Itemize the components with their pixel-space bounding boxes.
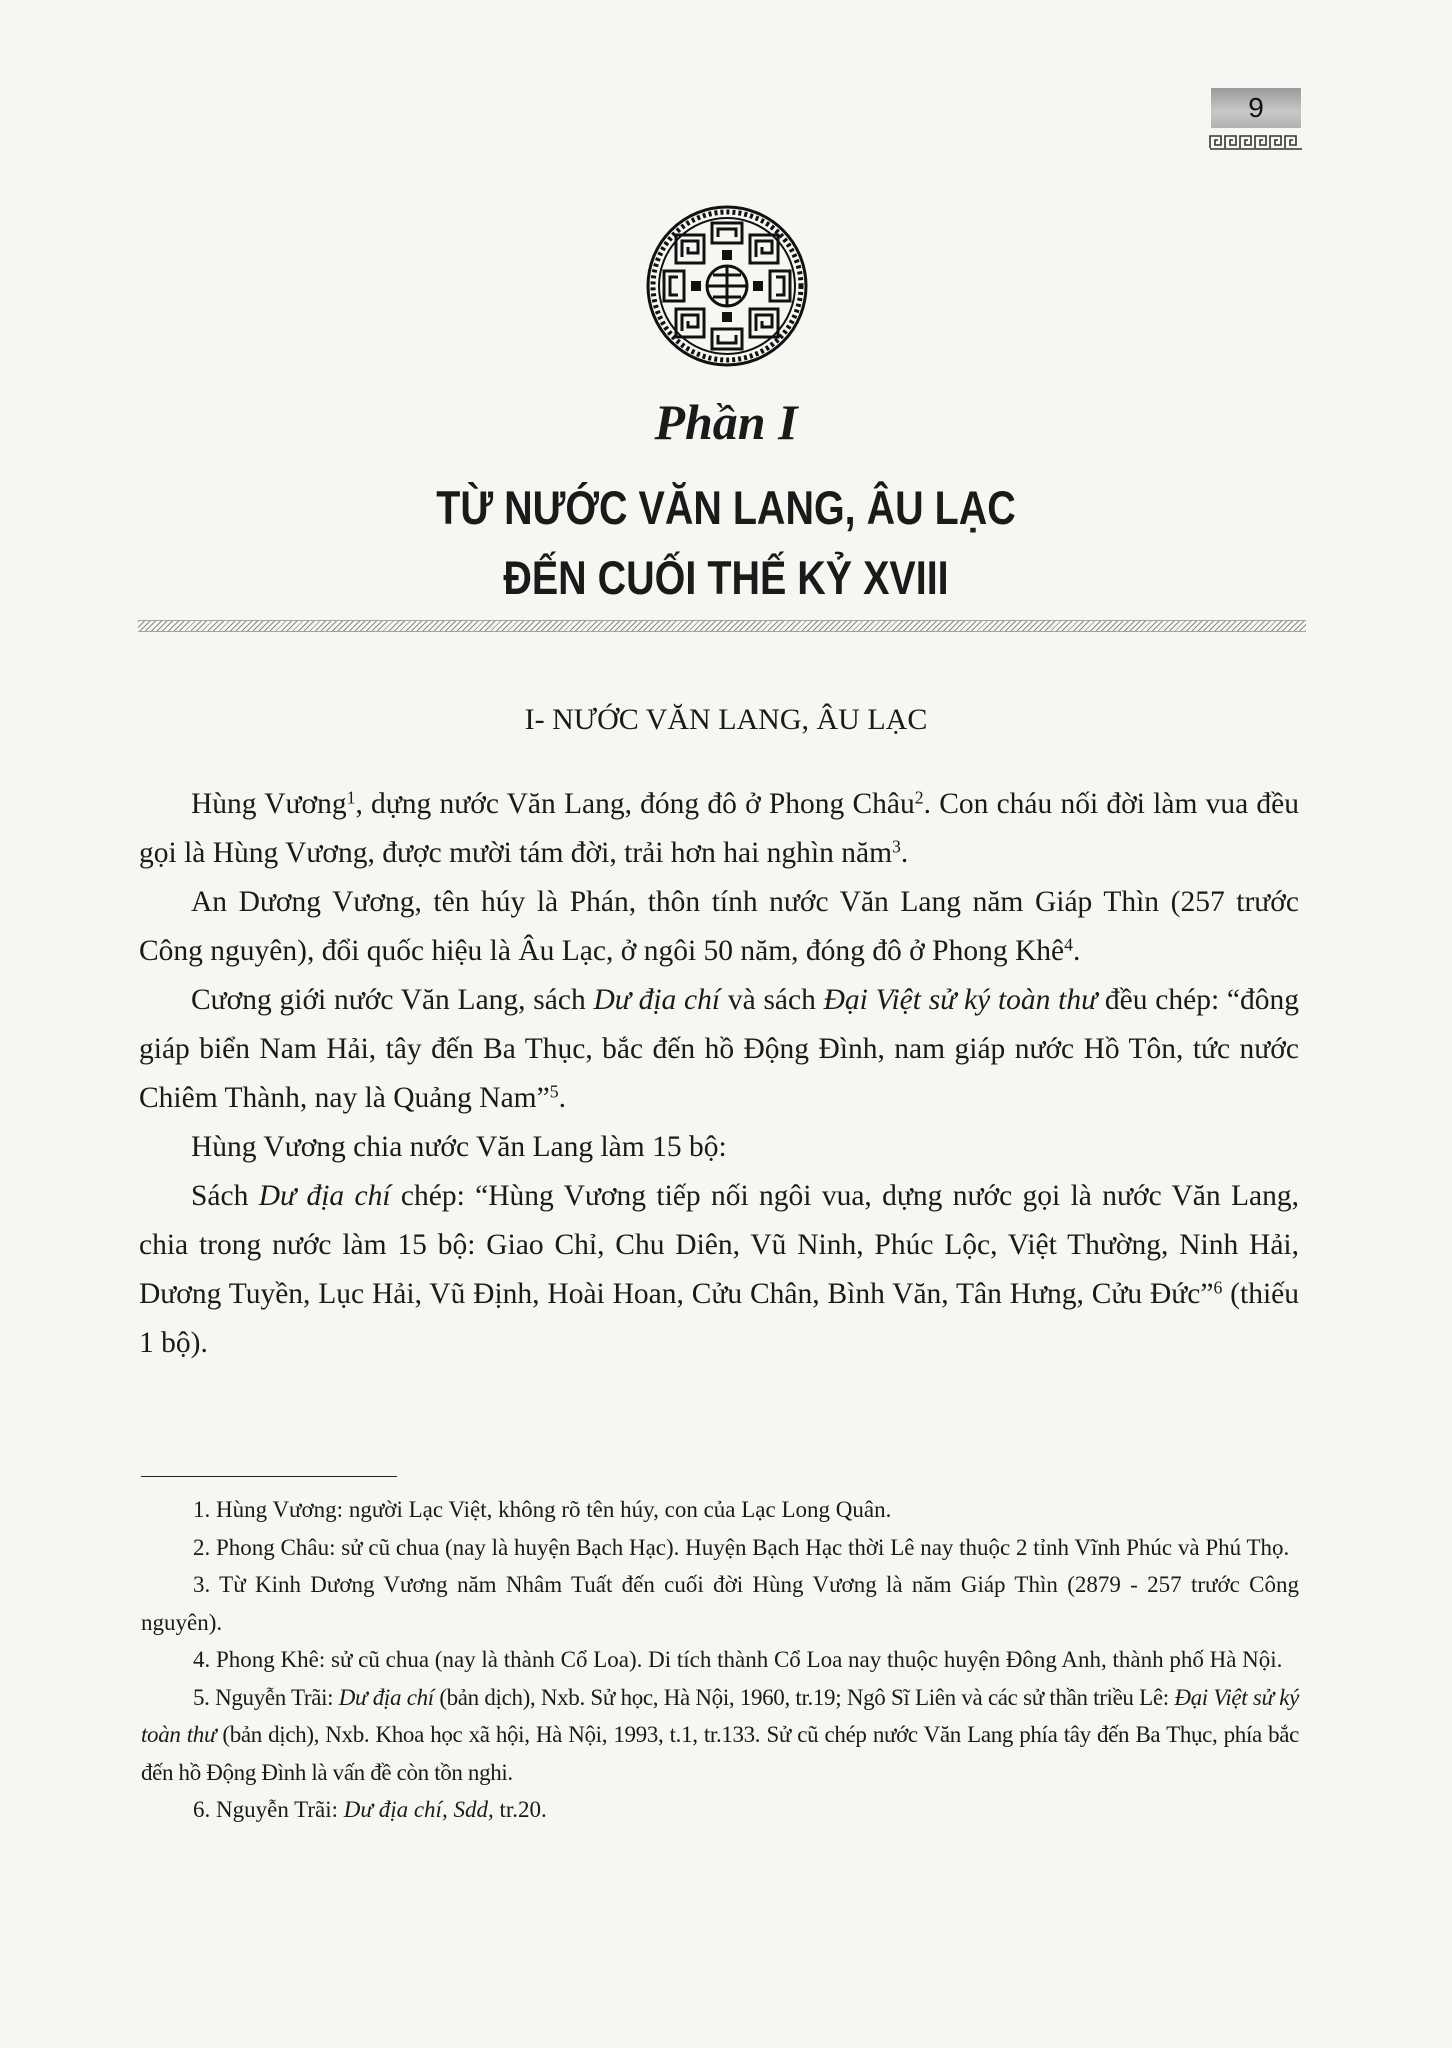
- footnote-separator: [141, 1476, 397, 1477]
- footnote-ref-1: 1: [346, 787, 356, 808]
- footnote-ref-2: 2: [914, 787, 924, 808]
- text-run: . Con cháu nối đời làm vua đều gọi là Hùng Vương, được mười tám đời, trải hơn hai nghìn năm: [139, 788, 1299, 869]
- footnote-ref-5: 5: [549, 1081, 559, 1102]
- decorative-divider: [138, 620, 1306, 632]
- footnote-3: 3. Từ Kinh Dương Vương năm Nhâm Tuất đến cuối đời Hùng Vương là năm Giáp Thìn (2879 - 257 trước Công nguyên).: [141, 1572, 1299, 1635]
- text-run: (bản dịch), Nxb. Khoa học xã hội, Hà Nội, 1993, t.1, tr.133. Sử cũ chép nước Văn Lang phía tây đến Ba Thục, phía bắc đến hồ Động Đình là vấn đề còn tồn nghi.: [141, 1722, 1299, 1785]
- part-title: Phần I: [654, 394, 798, 450]
- text-run: Sách: [191, 1180, 259, 1212]
- section-heading: I- NƯỚC VĂN LANG, ÂU LẠC: [524, 703, 928, 736]
- book-title: Dư địa chí: [593, 984, 721, 1016]
- text-run: chép: “Hùng Vương tiếp nối ngôi vua, dựng nước gọi là nước Văn Lang, chia trong nước làm 15 bộ: Giao Chỉ, Chu Diên, Vũ Ninh, Phúc Lộc, Việt Thường, Ninh Hải, Dương Tuyền, Lục Hải, Vũ Định, Hoài Hoan, Cửu Chân, Bình Văn, Tân Hưng, Cửu Đức”: [139, 1180, 1299, 1310]
- bronze-drum-emblem-icon: [646, 205, 808, 367]
- footnote-ref-4: 4: [1064, 934, 1073, 955]
- footnote-4: 4. Phong Khê: sử cũ chua (nay là thành Cổ Loa). Di tích thành Cổ Loa nay thuộc huyện Đông Anh, thành phố Hà Nội.: [193, 1647, 1283, 1672]
- footnote-6: [141, 1791, 1299, 1829]
- book-title: Dư địa chí: [258, 1180, 391, 1212]
- paragraph-1: [139, 780, 1299, 878]
- text-run: Cương giới nước Văn Lang, sách: [191, 984, 594, 1016]
- text-run: và sách: [720, 984, 824, 1016]
- body-text: [139, 780, 1299, 1368]
- page-number-box: [1211, 88, 1301, 128]
- footnotes: [141, 1491, 1299, 1829]
- text-run: An Dương Vương, tên húy là Phán, thôn tính nước Văn Lang năm Giáp Thìn (257 trước Công nguyên), đổi quốc hiệu là Âu Lạc, ở ngôi 50 năm, đóng đô ở Phong Khê: [139, 886, 1299, 967]
- text-run: 6. Nguyễn Trãi:: [193, 1797, 344, 1822]
- footnote-5: [141, 1679, 1299, 1792]
- text-run: (thiếu 1 bộ).: [139, 1278, 1299, 1359]
- text-run: .: [558, 1082, 566, 1114]
- text-run: .: [900, 837, 909, 869]
- main-title-line-1: TỪ NƯỚC VĂN LANG, ÂU LẠC: [436, 481, 1016, 534]
- text-run: đều chép: “đông giáp biển Nam Hải, tây đến Ba Thục, bắc đến hồ Động Đình, nam giáp nước Hồ Tôn, tức nước Chiêm Thành, nay là Quảng Nam”: [139, 984, 1300, 1114]
- greek-key-ornament-icon: [1209, 134, 1303, 150]
- text-run: , dựng nước Văn Lang, đóng đô ở Phong Châu: [355, 788, 915, 820]
- book-title: Dư địa chí, Sdd,: [343, 1797, 494, 1822]
- text-run: (bản dịch), Nxb. Sử học, Hà Nội, 1960, tr.19; Ngô Sĩ Liên và các sử thần triều Lê:: [433, 1684, 1175, 1710]
- paragraph-3: [139, 976, 1299, 1123]
- book-title: Đại Việt sử ký toàn thư: [823, 984, 1098, 1016]
- page-number: 9: [1248, 92, 1264, 123]
- text-run: .: [1072, 935, 1081, 967]
- book-title: Dư địa chí: [338, 1684, 434, 1710]
- text-run: tr.20.: [493, 1797, 547, 1822]
- paragraph-4: Hùng Vương chia nước Văn Lang làm 15 bộ:: [191, 1131, 727, 1163]
- paragraph-2: [139, 878, 1299, 976]
- paragraph-5: [139, 1172, 1299, 1368]
- book-title: Đại Việt sử ký toàn thư: [141, 1684, 1299, 1747]
- footnote-1: 1. Hùng Vương: người Lạc Việt, không rõ tên húy, con của Lạc Long Quân.: [193, 1497, 892, 1522]
- footnote-ref-3: 3: [892, 836, 901, 857]
- footnote-ref-6: 6: [1213, 1277, 1223, 1298]
- text-run: 5. Nguyễn Trãi:: [193, 1684, 339, 1710]
- text-run: Hùng Vương: [191, 788, 347, 820]
- footnote-2: 2. Phong Châu: sử cũ chua (nay là huyện Bạch Hạc). Huyện Bạch Hạc thời Lê nay thuộc 2 tỉnh Vĩnh Phúc và Phú Thọ.: [193, 1534, 1290, 1560]
- main-title-line-2: ĐẾN CUỐI THẾ KỶ XVIII: [503, 551, 949, 604]
